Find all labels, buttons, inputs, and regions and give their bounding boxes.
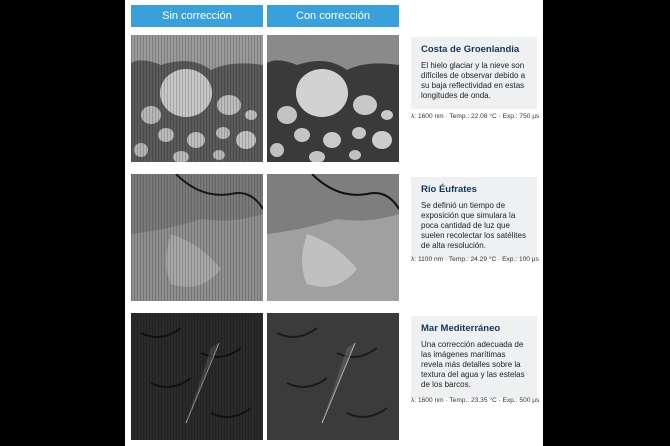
greenland-corrected-image <box>267 35 399 162</box>
euphrates-corrected-image <box>267 174 399 301</box>
greenland-title: Costa de Groenlandia <box>421 44 520 55</box>
euphrates-uncorrected-image <box>131 174 263 301</box>
mediterranean-corrected-image <box>267 313 399 440</box>
greenland-description: El hielo glaciar y la nieve son difíciles de observar debido a su baja reflectividad en estas longitudes de onda. <box>421 61 526 100</box>
greenland-uncorrected-image <box>131 35 263 162</box>
mediterranean-title: Mar Mediterráneo <box>421 323 501 334</box>
euphrates-meta: λ: 1100 nm · Temp.: 24.29 °C · Exp.: 100 µs <box>411 256 539 263</box>
mediterranean-uncorrected-image <box>131 313 263 440</box>
euphrates-title: Río Éufrates <box>421 184 477 195</box>
euphrates-description: Se definió un tiempo de exposición que simulara la poca cantidad de luz que suelen recolectar los satélites de alta resolución. <box>421 201 526 250</box>
mediterranean-description: Una corrección adecuada de las imágenes marítimas revela más detalles sobre la textura del agua y las estelas de los barcos. <box>421 340 525 389</box>
header-uncorrected: Sin corrección <box>131 5 263 27</box>
greenland-info-card <box>411 37 537 109</box>
mediterranean-info-card <box>411 316 537 398</box>
mediterranean-meta: λ: 1600 nm · Temp.: 23.35 °C · Exp.: 500 µs <box>411 397 540 404</box>
euphrates-info-card <box>411 177 537 259</box>
greenland-meta: λ: 1600 nm · Temp.: 22.08 °C · Exp.: 750 µs <box>411 113 540 120</box>
header-corrected: Con corrección <box>267 5 399 27</box>
